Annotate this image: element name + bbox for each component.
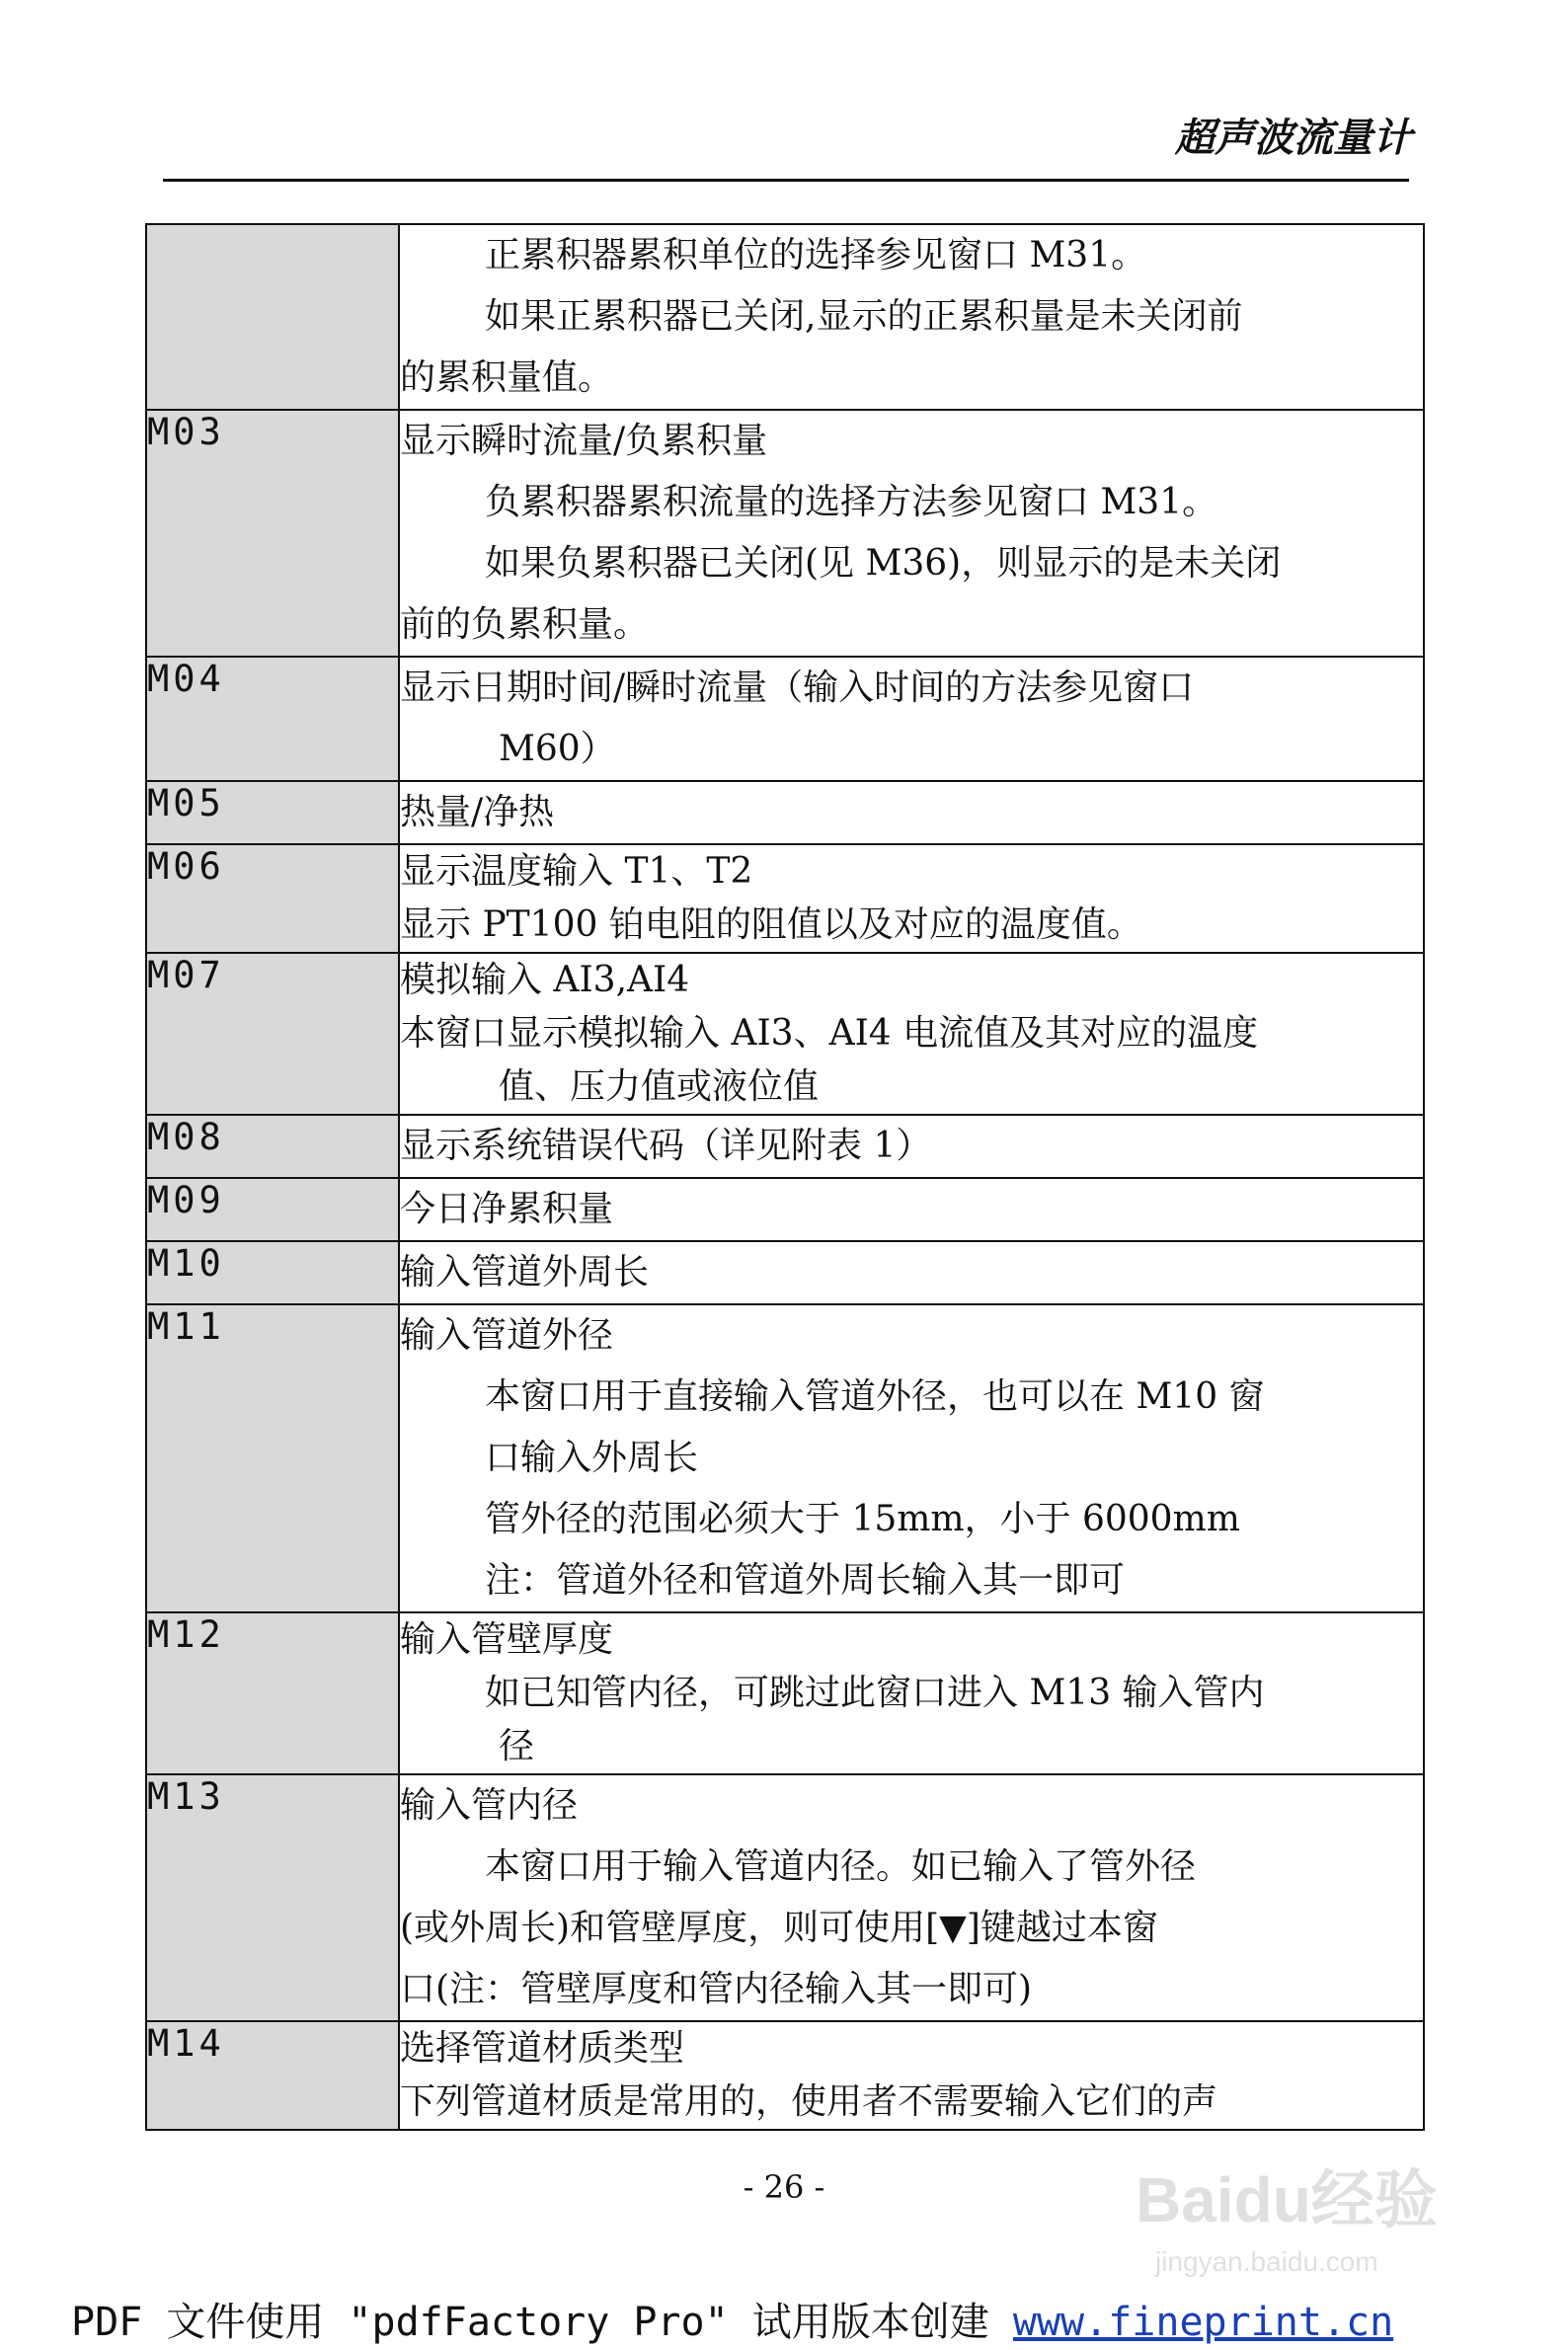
footer-link[interactable]: www.fineprint.cn xyxy=(1012,2300,1394,2345)
window-row xyxy=(146,844,1424,953)
window-description xyxy=(399,1612,1424,1774)
pdf-footer xyxy=(71,2291,1393,2347)
window-code: M14 xyxy=(146,2021,399,2130)
description-line: 显示 PT100 铂电阻的阻值以及对应的温度值。 xyxy=(400,904,1142,945)
description-line: 如果正累积器已关闭,显示的正累积量是未关闭前 xyxy=(485,296,1243,337)
description-line: 径 xyxy=(499,1726,535,1766)
window-description xyxy=(399,224,1424,410)
description-line: 显示日期时间/瞬时流量（输入时间的方法参见窗口 xyxy=(400,667,1195,708)
window-row xyxy=(146,2021,1424,2130)
header-rule xyxy=(163,179,1409,182)
description-line: 管外径的范围必须大于 15mm，小于 6000mm xyxy=(485,1499,1240,1539)
window-code: M12 xyxy=(146,1612,399,1774)
description-line: 下列管道材质是常用的，使用者不需要输入它们的声 xyxy=(400,2081,1218,2122)
watermark-icon xyxy=(1126,2143,1501,2291)
window-code: M11 xyxy=(146,1304,399,1612)
watermark-url: jingyan.baidu.com xyxy=(1155,2246,1378,2277)
description-line: 选择管道材质类型 xyxy=(400,2028,685,2069)
window-code: M07 xyxy=(146,953,399,1115)
description-line: 前的负累积量。 xyxy=(400,604,650,645)
window-code: M08 xyxy=(146,1115,399,1178)
baidu-watermark-logo xyxy=(1126,2143,1501,2291)
description-line: 热量/净热 xyxy=(400,792,555,832)
window-row xyxy=(146,953,1424,1115)
page-number: - 26 - xyxy=(743,2168,825,2206)
window-code: M04 xyxy=(146,657,399,781)
description-line: 本窗口显示模拟输入 AI3、AI4 电流值及其对应的温度 xyxy=(400,1013,1259,1054)
window-row xyxy=(146,1774,1424,2021)
description-line: 今日净累积量 xyxy=(400,1189,614,1229)
window-code: M05 xyxy=(146,781,399,844)
window-row xyxy=(146,1612,1424,1774)
description-line: 模拟输入 AI3,AI4 xyxy=(400,960,690,1000)
window-code: M06 xyxy=(146,844,399,953)
description-line: 显示系统错误代码（详见附表 1） xyxy=(400,1126,932,1166)
window-description xyxy=(399,953,1424,1115)
description-line: 本窗口用于直接输入管道外径，也可以在 M10 窗 xyxy=(485,1376,1265,1417)
description-line: 输入管内径 xyxy=(400,1785,579,1826)
window-row xyxy=(146,1241,1424,1304)
window-code: M13 xyxy=(146,1774,399,2021)
description-line: 输入管道外径 xyxy=(400,1315,614,1356)
window-row xyxy=(146,781,1424,844)
description-line: 注：管道外径和管道外周长输入其一即可 xyxy=(485,1560,1126,1601)
description-line: M60） xyxy=(499,729,616,769)
window-code: M03 xyxy=(146,410,399,657)
description-line: 输入管道外周长 xyxy=(400,1252,650,1292)
window-description xyxy=(399,410,1424,657)
window-description xyxy=(399,1115,1424,1178)
window-row xyxy=(146,224,1424,410)
description-line: 口(注：管壁厚度和管内径输入其一即可) xyxy=(400,1969,1033,2009)
footer-text: PDF 文件使用 "pdfFactory Pro" 试用版本创建 xyxy=(71,2300,1013,2345)
description-line: (或外周长)和管壁厚度，则可使用[▼]键越过本窗 xyxy=(400,1908,1158,1948)
description-line: 如已知管内径，可跳过此窗口进入 M13 输入管内 xyxy=(485,1673,1265,1713)
header-title: 超声波流量计 xyxy=(1175,116,1412,161)
description-line: 如果负累积器已关闭(见 M36)，则显示的是未关闭 xyxy=(485,543,1282,584)
description-line: 值、压力值或液位值 xyxy=(499,1066,820,1107)
window-description xyxy=(399,1304,1424,1612)
window-description xyxy=(399,2021,1424,2130)
window-description xyxy=(399,844,1424,953)
description-line: 显示瞬时流量/负累积量 xyxy=(400,421,768,461)
window-description xyxy=(399,1178,1424,1241)
window-description xyxy=(399,657,1424,781)
description-line: 输入管壁厚度 xyxy=(400,1619,614,1660)
window-description xyxy=(399,1241,1424,1304)
description-line: 显示温度输入 T1、T2 xyxy=(400,851,753,892)
window-code: M09 xyxy=(146,1178,399,1241)
window-code xyxy=(146,224,399,410)
window-table xyxy=(145,223,1425,2131)
window-row xyxy=(146,657,1424,781)
window-row xyxy=(146,1115,1424,1178)
window-description xyxy=(399,1774,1424,2021)
description-line: 本窗口用于输入管道内径。如已输入了管外径 xyxy=(485,1846,1197,1887)
description-line: 的累积量值。 xyxy=(400,357,614,398)
window-row xyxy=(146,1178,1424,1241)
window-code: M10 xyxy=(146,1241,399,1304)
description-line: 负累积器累积流量的选择方法参见窗口 M31。 xyxy=(485,482,1218,522)
description-line: 口输入外周长 xyxy=(485,1438,699,1478)
description-line: 正累积器累积单位的选择参见窗口 M31。 xyxy=(485,235,1147,275)
window-row xyxy=(146,410,1424,657)
window-description xyxy=(399,781,1424,844)
window-row xyxy=(146,1304,1424,1612)
watermark-brand: Baidu经验 xyxy=(1136,2164,1438,2235)
